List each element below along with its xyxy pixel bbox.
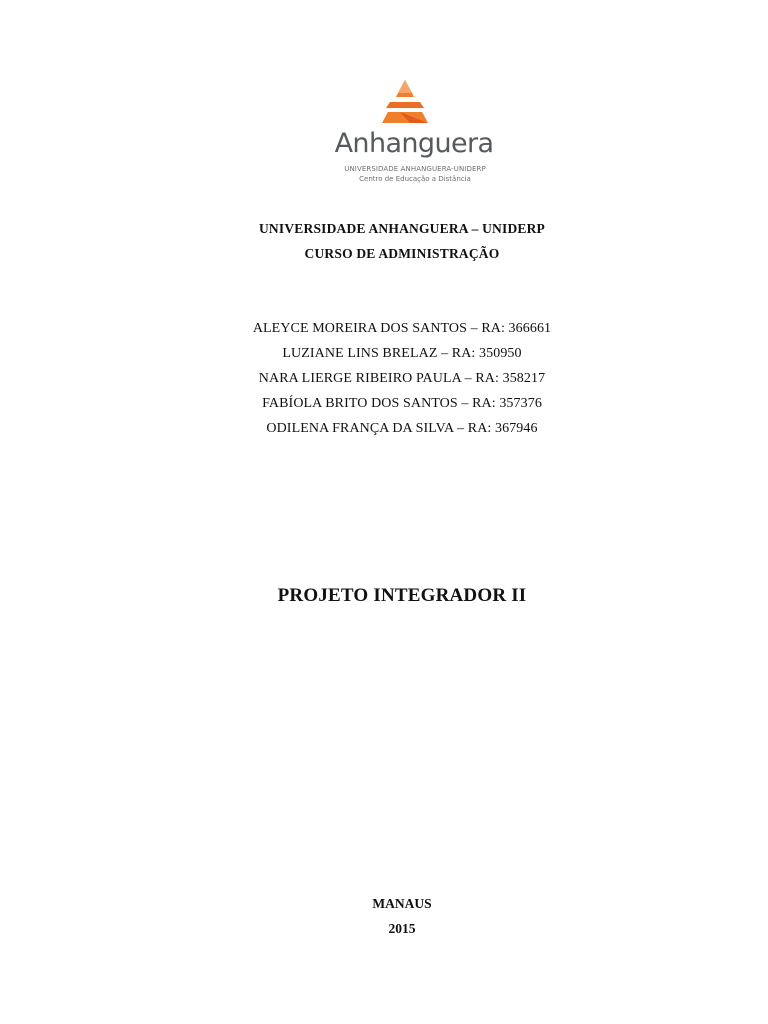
logo-wordmark: Anhanguera <box>334 128 494 159</box>
city: MANAUS <box>372 896 432 911</box>
logo-subtitle-university: UNIVERSIDADE ANHANGUERA-UNIDERP <box>344 165 486 173</box>
year: 2015 <box>388 921 416 936</box>
document-title: PROJETO INTEGRADOR II <box>277 585 527 606</box>
university-name: UNIVERSIDADE ANHANGUERA – UNIDERP <box>258 221 545 236</box>
author-line: LUZIANE LINS BRELAZ – RA: 350950 <box>282 346 522 361</box>
course-name: CURSO DE ADMINISTRAÇÃO <box>304 246 500 261</box>
logo-triangle-icon <box>380 78 430 124</box>
university-logo <box>300 78 510 188</box>
author-line: NARA LIERGE RIBEIRO PAULA – RA: 358217 <box>258 371 546 386</box>
logo-subtitle-center: Centro de Educação a Distância <box>359 175 471 183</box>
author-line: ALEYCE MOREIRA DOS SANTOS – RA: 366661 <box>252 321 552 336</box>
author-line: ODILENA FRANÇA DA SILVA – RA: 367946 <box>266 421 538 436</box>
author-line: FABÍOLA BRITO DOS SANTOS – RA: 357376 <box>262 396 542 411</box>
